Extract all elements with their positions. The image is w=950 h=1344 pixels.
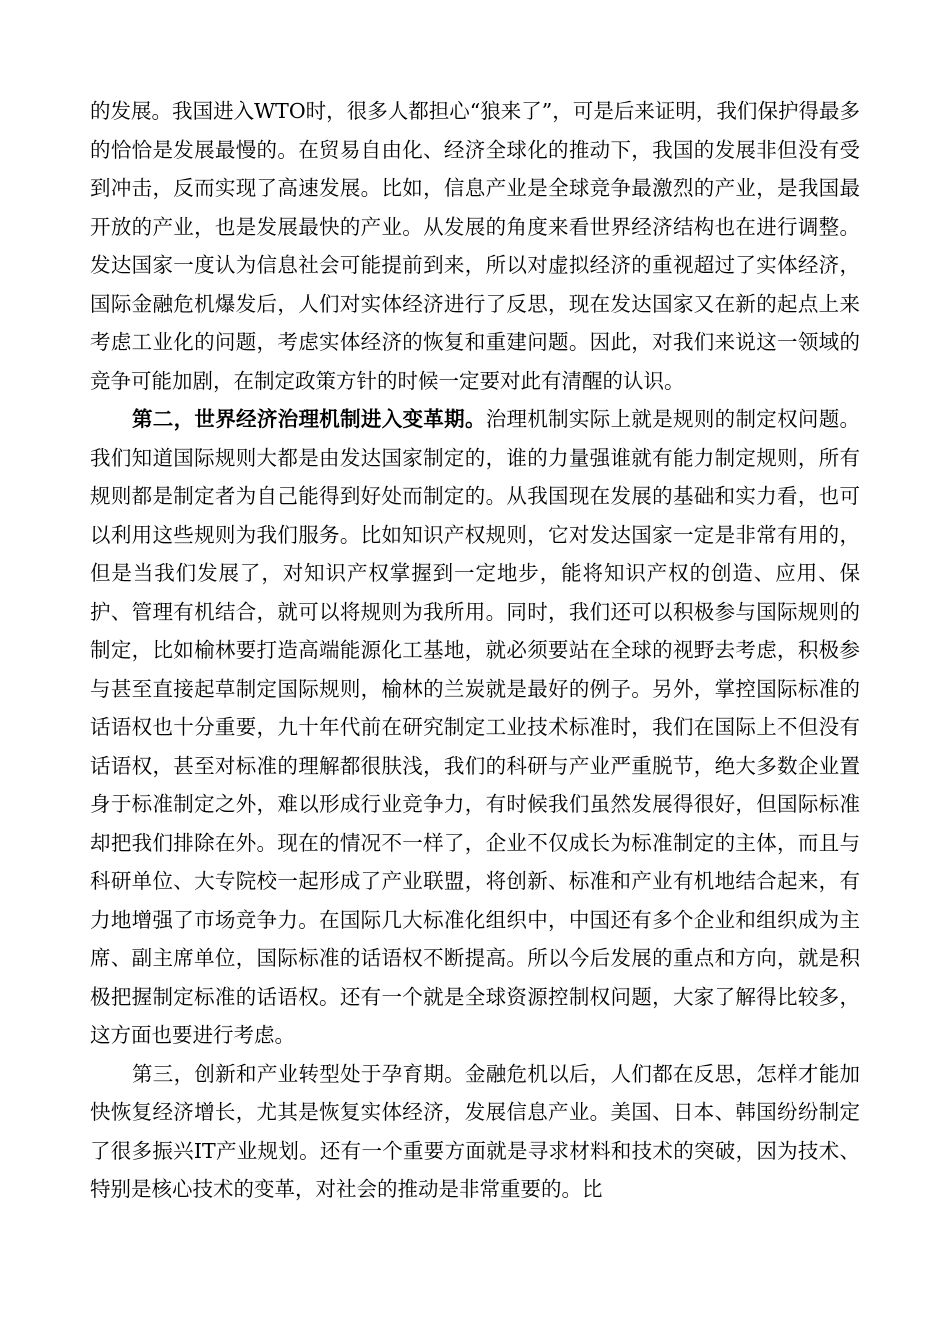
paragraph-3-text: 第三，创新和产业转型处于孕育期。金融危机以后，人们都在反思，怎样才能加快恢复经济增长，尤其是恢复实体经济，发展信息产业。美国、日本、韩国纷纷制定了很多振兴IT产业规划。还有一个重要方面就是寻求材料和技术的突破，因为技术、特别是核心技术的变革，对社会的推动是非常重要的。比: [90, 1061, 860, 1201]
paragraph-second-point: [90, 400, 860, 1055]
paragraph-1-text: 的发展。我国进入WTO时，很多人都担心“狼来了”，可是后来证明，我们保护得最多的恰恰是发展最慢的。在贸易自由化、经济全球化的推动下，我国的发展非但没有受到冲击，反而实现了高速发展。比如，信息产业是全球竞争最激烈的产业，是我国最开放的产业，也是发展最快的产业。从发展的角度来看世界经济结构也在进行调整。发达国家一度认为信息社会可能提前到来，所以对虚拟经济的重视超过了实体经济，国际金融危机爆发后，人们对实体经济进行了反思，现在发达国家又在新的起点上来考虑工业化的问题，考虑实体经济的恢复和重建问题。因此，对我们来说这一领域的竞争可能加剧，在制定政策方针的时候一定要对此有清醒的认识。: [90, 99, 860, 393]
document-page: [90, 92, 860, 1209]
paragraph-third-point: [90, 1055, 860, 1209]
paragraph-2-heading: 第二，世界经济治理机制进入变革期。: [132, 407, 486, 431]
paragraph-continued: [90, 92, 860, 400]
paragraph-2-text: 治理机制实际上就是规则的制定权问题。我们知道国际规则大都是由发达国家制定的，谁的力量强谁就有能力制定规则，所有规则都是制定者为自己能得到好处而制定的。从我国现在发展的基础和实力看，也可以利用这些规则为我们服务。比如知识产权规则，它对发达国家一定是非常有用的，但是当我们发展了，对知识产权掌握到一定地步，能将知识产权的创造、应用、保护、管理有机结合，就可以将规则为我所用。同时，我们还可以积极参与国际规则的制定，比如榆林要打造高端能源化工基地，就必须要站在全球的视野去考虑，积极参与甚至直接起草制定国际规则，榆林的兰炭就是最好的例子。另外，掌控国际标准的话语权也十分重要，九十年代前在研究制定工业技术标准时，我们在国际上不但没有话语权，甚至对标准的理解都很肤浅，我们的科研与产业严重脱节，绝大多数企业置身于标准制定之外，难以形成行业竞争力，有时候我们虽然发展得很好，但国际标准却把我们排除在外。现在的情况不一样了，企业不仅成长为标准制定的主体，而且与科研单位、大专院校一起形成了产业联盟，将创新、标准和产业有机地结合起来，有力地增强了市场竞争力。在国际几大标准化组织中，中国还有多个企业和组织成为主席、副主席单位，国际标准的话语权不断提高。所以今后发展的重点和方向，就是积极把握制定标准的话语权。还有一个就是全球资源控制权问题，大家了解得比较多，这方面也要进行考虑。: [90, 407, 860, 1047]
